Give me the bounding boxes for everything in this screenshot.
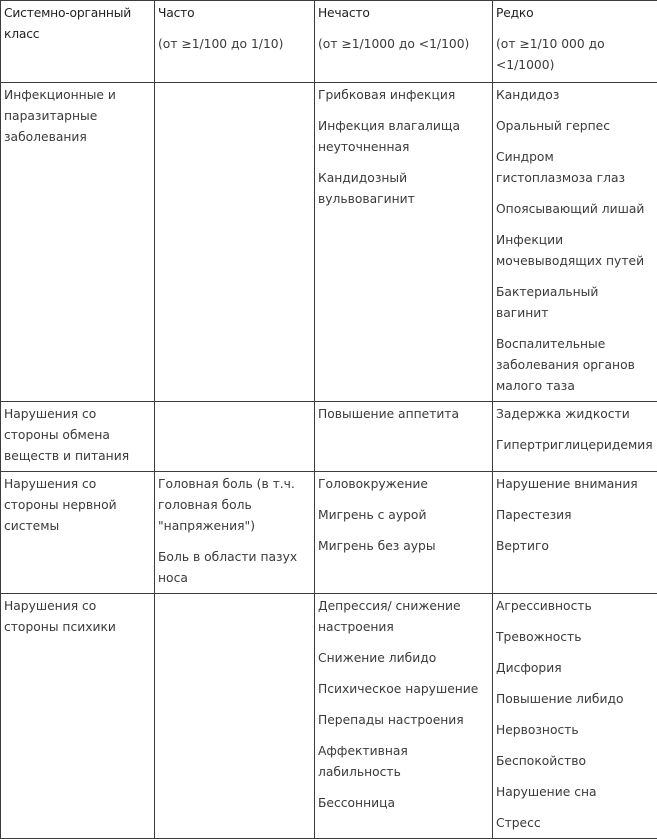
header-uncommon-title: Нечасто xyxy=(318,3,489,24)
adverse-reaction-item: Вертиго xyxy=(496,536,654,557)
adverse-reaction-item: Перепады настроения xyxy=(318,710,489,731)
uncommon-cell xyxy=(315,83,493,402)
table-row xyxy=(1,594,657,839)
header-rare-title: Редко xyxy=(496,3,654,24)
adverse-reaction-item: Дисфория xyxy=(496,658,654,679)
organ-class-label: Нарушения со стороны обмена веществ и питания xyxy=(4,404,151,467)
table-row xyxy=(1,402,657,472)
adverse-reaction-item: Гипертриглицеридемия xyxy=(496,435,654,456)
header-rare-frequency: (от ≥1/10 000 до <1/1000) xyxy=(496,34,654,76)
often-cell xyxy=(155,83,315,402)
adverse-reaction-item: Повышение либидо xyxy=(496,689,654,710)
header-cell-rare xyxy=(493,1,657,83)
adverse-reaction-item: Опоясывающий лишай xyxy=(496,199,654,220)
adverse-reaction-item: Мигрень с аурой xyxy=(318,505,489,526)
adverse-reaction-item: Воспалительные заболевания органов малого таза xyxy=(496,334,654,397)
header-cell-often xyxy=(155,1,315,83)
table-row xyxy=(1,472,657,594)
adverse-reaction-item: Головная боль (в т.ч. головная боль "напряжения") xyxy=(158,474,311,537)
rare-cell xyxy=(493,594,657,839)
organ-class-cell xyxy=(1,594,155,839)
adverse-reaction-item: Кандидозный вульвовагинит xyxy=(318,168,489,210)
adverse-reaction-item: Оральный герпес xyxy=(496,116,654,137)
adverse-reaction-item: Повышение аппетита xyxy=(318,404,489,425)
table-header-row xyxy=(1,1,657,83)
adverse-reaction-item: Боль в области пазух носа xyxy=(158,547,311,589)
organ-class-cell xyxy=(1,402,155,472)
adverse-reaction-item: Бессонница xyxy=(318,793,489,814)
organ-class-label: Инфекционные и паразитарные заболевания xyxy=(4,85,151,148)
often-cell xyxy=(155,402,315,472)
organ-class-cell xyxy=(1,472,155,594)
adverse-reaction-item: Тревожность xyxy=(496,627,654,648)
organ-class-cell xyxy=(1,83,155,402)
adverse-reaction-item: Агрессивность xyxy=(496,596,654,617)
adverse-reaction-item: Мигрень без ауры xyxy=(318,536,489,557)
adverse-reaction-item: Нарушение внимания xyxy=(496,474,654,495)
rare-cell xyxy=(493,472,657,594)
uncommon-cell xyxy=(315,472,493,594)
adverse-reaction-item: Снижение либидо xyxy=(318,648,489,669)
adverse-reaction-item: Инфекции мочевыводящих путей xyxy=(496,230,654,272)
adverse-reaction-item: Синдром гистоплазмоза глаз xyxy=(496,147,654,189)
header-cell-uncommon xyxy=(315,1,493,83)
adverse-reaction-item: Головокружение xyxy=(318,474,489,495)
organ-class-label: Нарушения со стороны нервной системы xyxy=(4,474,151,537)
rare-cell xyxy=(493,83,657,402)
adverse-reaction-item: Парестезия xyxy=(496,505,654,526)
adverse-reaction-item: Аффективная лабильность xyxy=(318,741,489,783)
header-organ-class-title: Системно-органный класс xyxy=(4,3,151,45)
often-cell xyxy=(155,472,315,594)
adverse-reaction-item: Инфекция влагалища неуточненная xyxy=(318,116,489,158)
often-cell xyxy=(155,594,315,839)
header-uncommon-frequency: (от ≥1/1000 до <1/100) xyxy=(318,34,489,55)
adverse-reaction-item: Задержка жидкости xyxy=(496,404,654,425)
adverse-reaction-item: Беспокойство xyxy=(496,751,654,772)
header-cell-organ-class xyxy=(1,1,155,83)
adverse-reaction-item: Кандидоз xyxy=(496,85,654,106)
rare-cell xyxy=(493,402,657,472)
uncommon-cell xyxy=(315,594,493,839)
adverse-reaction-item: Стресс xyxy=(496,813,654,834)
adverse-reaction-item: Депрессия/ снижение настроения xyxy=(318,596,489,638)
table-row xyxy=(1,83,657,402)
organ-class-label: Нарушения со стороны психики xyxy=(4,596,151,638)
adverse-reaction-item: Нервозность xyxy=(496,720,654,741)
adverse-reaction-item: Грибковая инфекция xyxy=(318,85,489,106)
uncommon-cell xyxy=(315,402,493,472)
adverse-reaction-item: Бактериальный вагинит xyxy=(496,282,654,324)
adverse-reaction-item: Психическое нарушение xyxy=(318,679,489,700)
header-often-title: Часто xyxy=(158,3,311,24)
adverse-reaction-item: Нарушение сна xyxy=(496,782,654,803)
header-often-frequency: (от ≥1/100 до 1/10) xyxy=(158,34,311,55)
